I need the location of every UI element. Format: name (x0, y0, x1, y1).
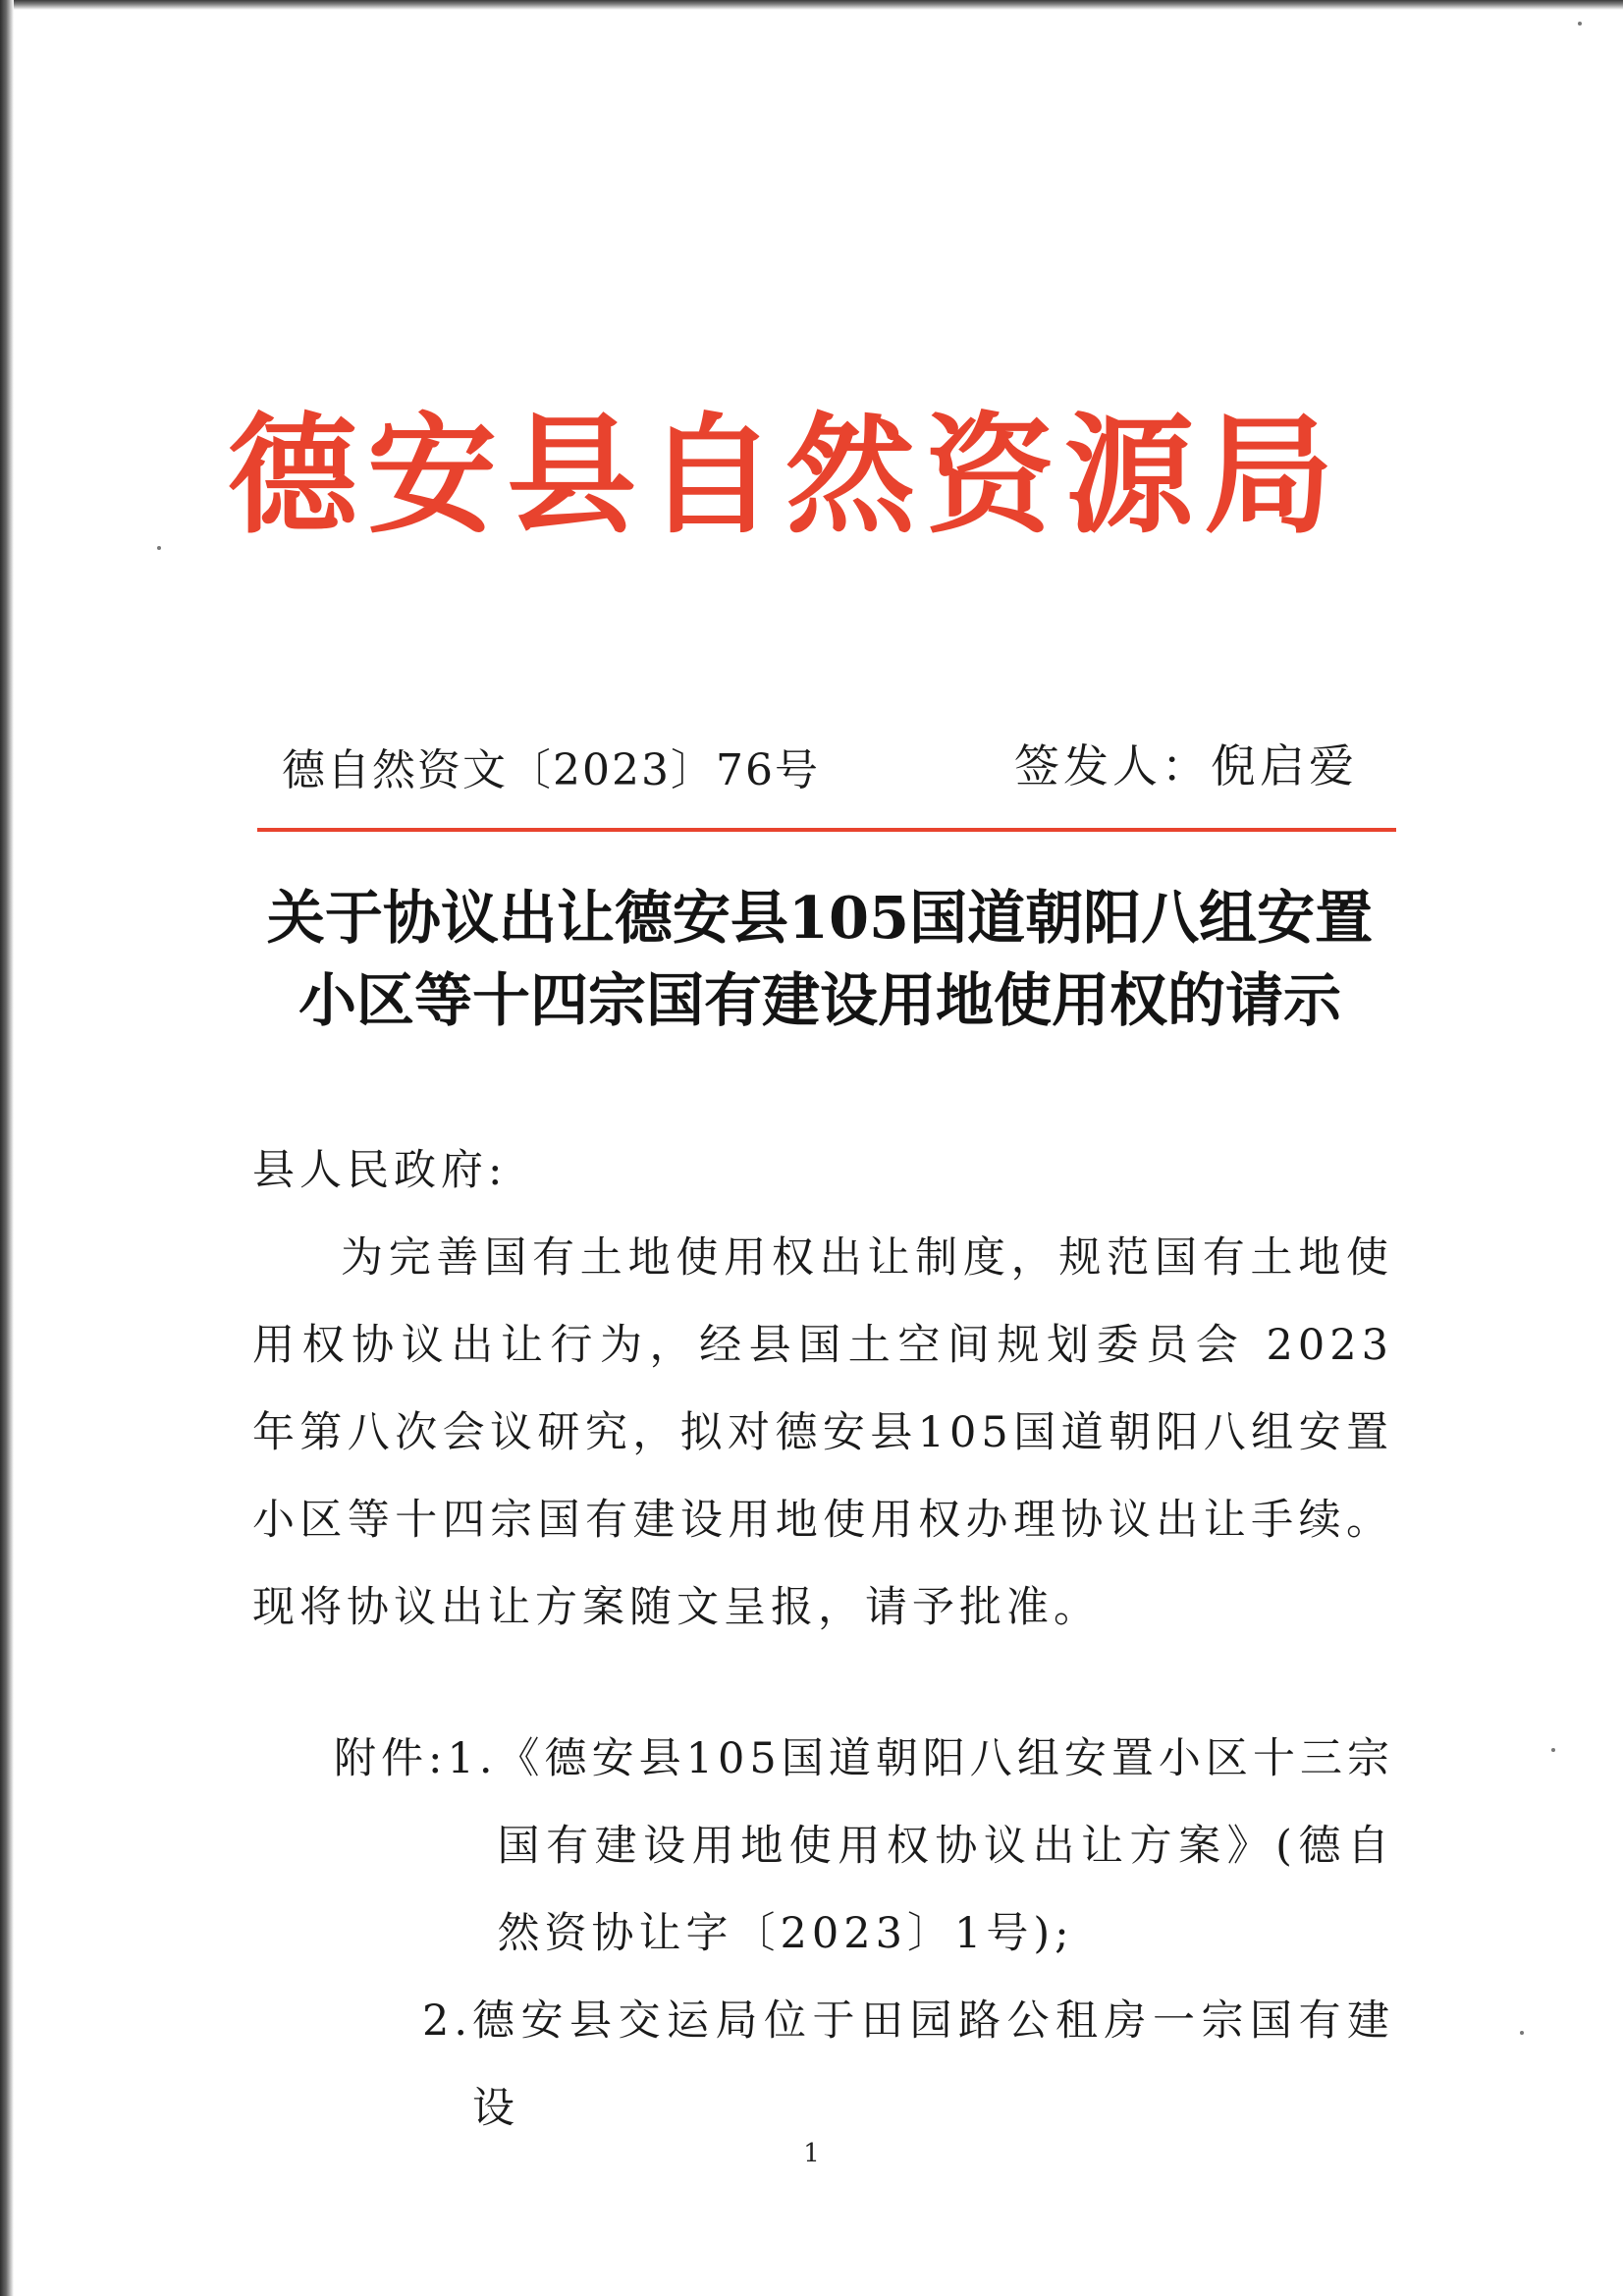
page-number: 1 (803, 2139, 820, 2168)
title-line-2: 小区等十四宗国有建设用地使用权的请示 (298, 966, 1341, 1034)
attachment-text: 《德安县105国道朝阳八组安置小区十三宗国有建设用地使用权协议出让方案》(德自然资协让字〔2023〕1号); (497, 1734, 1394, 1958)
attachment-text: 德安县交运局位于田园路公租房一宗国有建设 (472, 1996, 1394, 2133)
scan-speck (1578, 22, 1582, 26)
scan-edge-top (0, 0, 1623, 10)
attachments (334, 1716, 1394, 2153)
scan-speck (1551, 1748, 1555, 1752)
scan-edge-left (0, 0, 14, 2296)
title-line-1: 关于协议出让德安县105国道朝阳八组安置 (266, 884, 1374, 952)
attachment-item (334, 1978, 1394, 2153)
document-body (252, 1127, 1393, 1652)
attachment-number: 1. (447, 1734, 498, 1783)
document-title (236, 877, 1404, 1042)
signer: 签发人：倪启爱 (1014, 739, 1358, 793)
letterhead-org-name: 德安县自然资源局 (228, 400, 1343, 552)
attachments-label: 附件: (334, 1734, 448, 1783)
attachment-number: 2. (422, 1996, 473, 2046)
document-number: 德自然资文〔2023〕76号 (282, 745, 820, 795)
attachment-item (334, 1716, 1394, 1978)
body-paragraph: 为完善国有土地使用权出让制度，规范国有土地使用权协议出让行为，经县国土空间规划委员会 2023 年第八次会议研究，拟对德安县105国道朝阳八组安置小区等十四宗国有建设用地使用权办理协议出让手续。现将协议出让方案随文呈报，请予批准。 (252, 1233, 1393, 1632)
addressee: 县人民政府: (252, 1146, 508, 1195)
letterhead-divider (257, 828, 1396, 832)
scan-speck (1520, 2031, 1524, 2035)
